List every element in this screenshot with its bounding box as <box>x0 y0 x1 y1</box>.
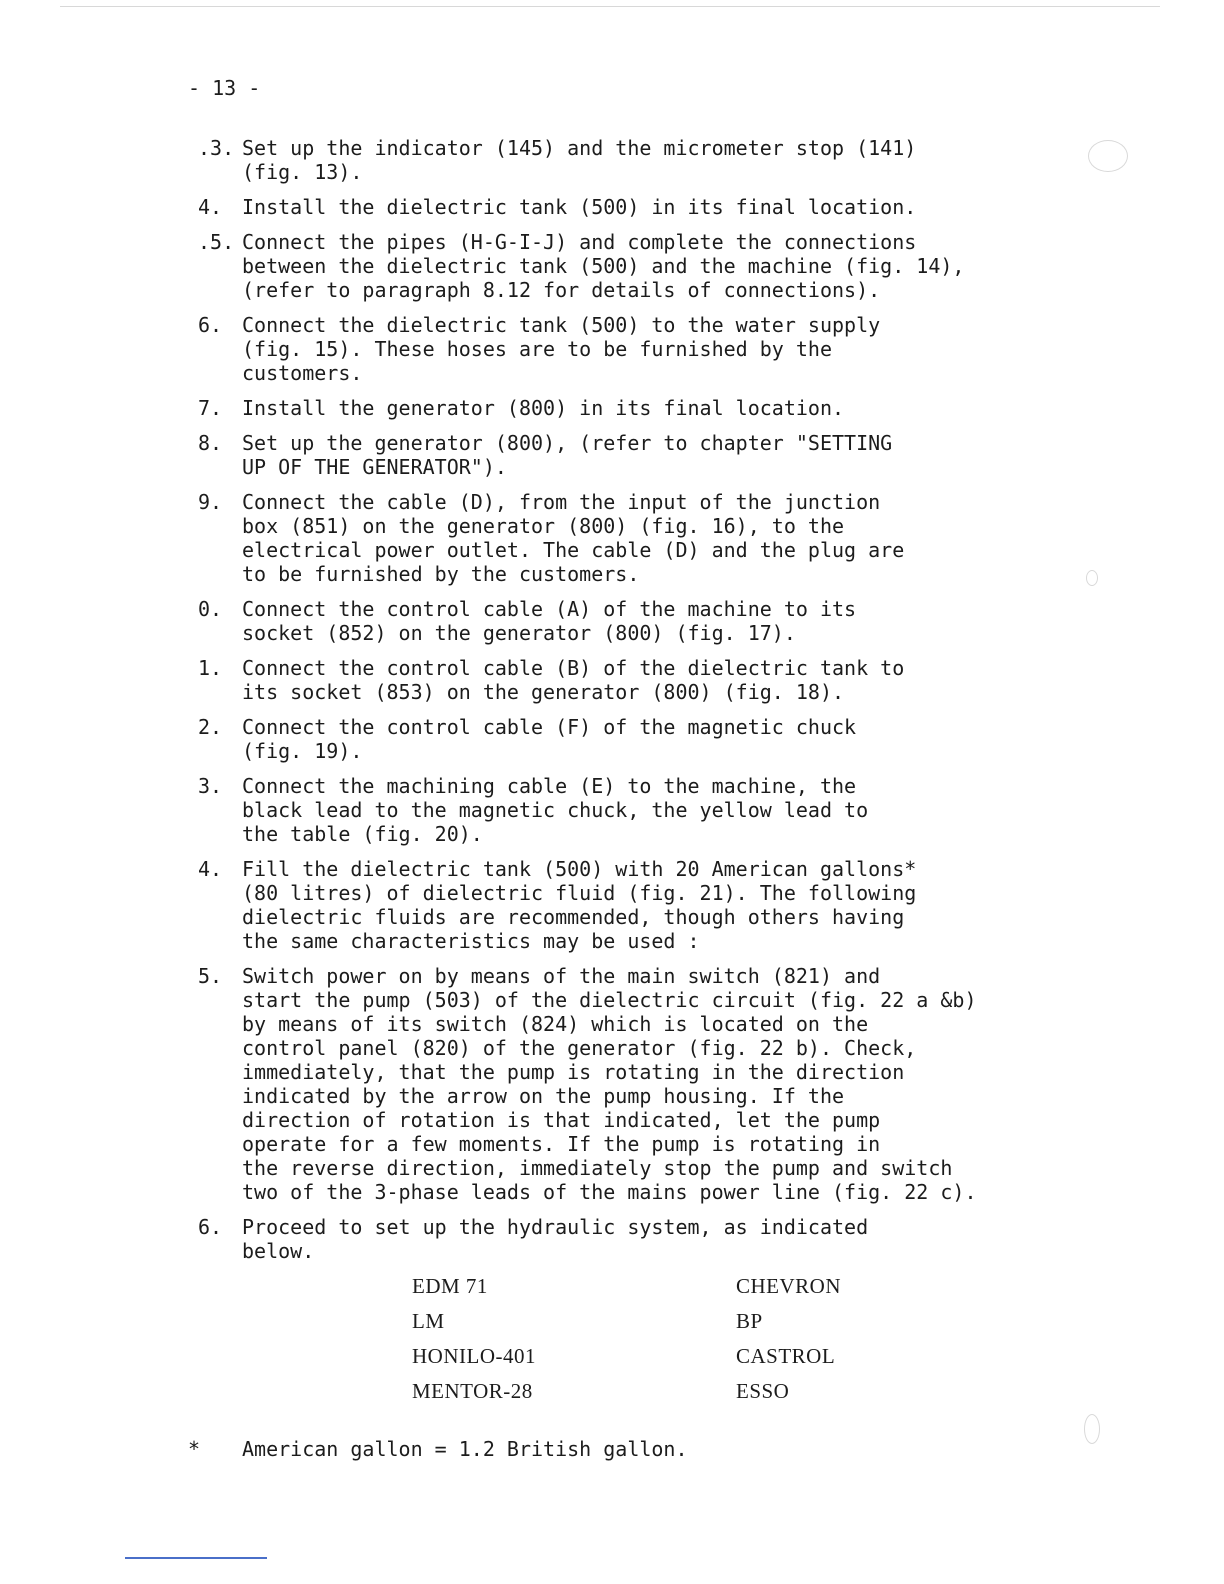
step-item <box>198 1215 1098 1263</box>
step-text: Proceed to set up the hydraulic system, as indicated below. <box>242 1215 869 1263</box>
step-item <box>198 715 1098 763</box>
step-number: 7. <box>198 396 223 420</box>
step-number: 1. <box>198 656 223 680</box>
step-number: 6. <box>198 1215 223 1239</box>
step-text: Install the generator (800) in its final location. <box>242 396 845 420</box>
step-text: Set up the indicator (145) and the micrometer stop (141) (fig. 13). <box>242 136 917 184</box>
step-number: .5. <box>198 230 235 254</box>
step-number: 9. <box>198 490 223 514</box>
step-item <box>198 136 1098 184</box>
footnote-marker: * <box>188 1437 201 1461</box>
top-scan-edge <box>60 6 1160 7</box>
step-text: Connect the control cable (A) of the machine to its socket (852) on the generator (800) (fig. 17). <box>242 597 857 645</box>
fluid-name: EDM 71 <box>412 1274 488 1298</box>
step-item <box>198 597 1098 645</box>
step-item <box>198 313 1098 385</box>
bottom-blue-rule <box>125 1557 267 1559</box>
step-item <box>198 431 1098 479</box>
fluid-name: MENTOR-28 <box>412 1379 533 1403</box>
step-text: Connect the pipes (H-G-I-J) and complete the connections between the dielectric tank (500) and the machine (fig. 14), (refer to paragraph 8.12 for details of connections). <box>242 230 965 302</box>
fluid-brand: CHEVRON <box>736 1274 842 1298</box>
fluid-table <box>412 1274 1098 1404</box>
step-item <box>198 656 1098 704</box>
step-item <box>198 490 1098 586</box>
step-item <box>198 396 1098 420</box>
fluid-name: HONILO-401 <box>412 1344 536 1368</box>
step-number: 4. <box>198 857 223 881</box>
step-number: 8. <box>198 431 223 455</box>
step-text: Connect the machining cable (E) to the machine, the black lead to the magnetic chuck, the yellow lead to the table (fig. 20). <box>242 774 869 846</box>
step-item <box>198 964 1098 1204</box>
step-number: 0. <box>198 597 223 621</box>
footnote <box>188 1437 688 1461</box>
step-item <box>198 230 1098 302</box>
step-item <box>198 195 1098 219</box>
fluid-brand: BP <box>736 1309 763 1333</box>
step-number: 6. <box>198 313 223 337</box>
step-number: 5. <box>198 964 223 988</box>
footnote-text: American gallon = 1.2 British gallon. <box>242 1437 688 1461</box>
page-number: - 13 - <box>188 76 261 100</box>
step-text: Set up the generator (800), (refer to chapter "SETTING UP OF THE GENERATOR"). <box>242 431 893 479</box>
step-number: 4. <box>198 195 223 219</box>
step-text: Fill the dielectric tank (500) with 20 American gallons* (80 litres) of dielectric fluid (fig. 21). The following dielectric fluids are recommended, though others having the same characteristics may be used : <box>242 857 917 953</box>
step-number: 3. <box>198 774 223 798</box>
fluid-name: LM <box>412 1309 445 1333</box>
step-text: Connect the control cable (F) of the magnetic chuck (fig. 19). <box>242 715 857 763</box>
step-text: Connect the dielectric tank (500) to the water supply (fig. 15). These hoses are to be furnished by the customers. <box>242 313 881 385</box>
step-text: Connect the control cable (B) of the dielectric tank to its socket (853) on the generator (800) (fig. 18). <box>242 656 905 704</box>
step-number: 2. <box>198 715 223 739</box>
step-text: Connect the cable (D), from the input of the junction box (851) on the generator (800) (fig. 16), to the electrical power outlet. The cable (D) and the plug are to be furnished by the customers. <box>242 490 905 586</box>
step-number: .3. <box>198 136 235 160</box>
step-text: Switch power on by means of the main switch (821) and start the pump (503) of the dielectric circuit (fig. 22 a &b) by means of its switch (824) which is located on the control panel (820) of the generator (fig. 22 b). Check, immediately, that the pump is rotating in the direction indicated by the arrow on the pump housing. If the direction of rotation is that indicated, let the pump operate for a few moments. If the pump is rotating in the reverse direction, immediately stop the pump and switch two of the 3-phase leads of the mains power line (fig. 22 c). <box>242 964 977 1204</box>
step-item <box>198 774 1098 846</box>
fluid-brand: CASTROL <box>736 1344 836 1368</box>
fluid-brand: ESSO <box>736 1379 790 1403</box>
step-item <box>198 857 1098 953</box>
procedure-steps <box>198 136 1098 1434</box>
step-text: Install the dielectric tank (500) in its final location. <box>242 195 917 219</box>
